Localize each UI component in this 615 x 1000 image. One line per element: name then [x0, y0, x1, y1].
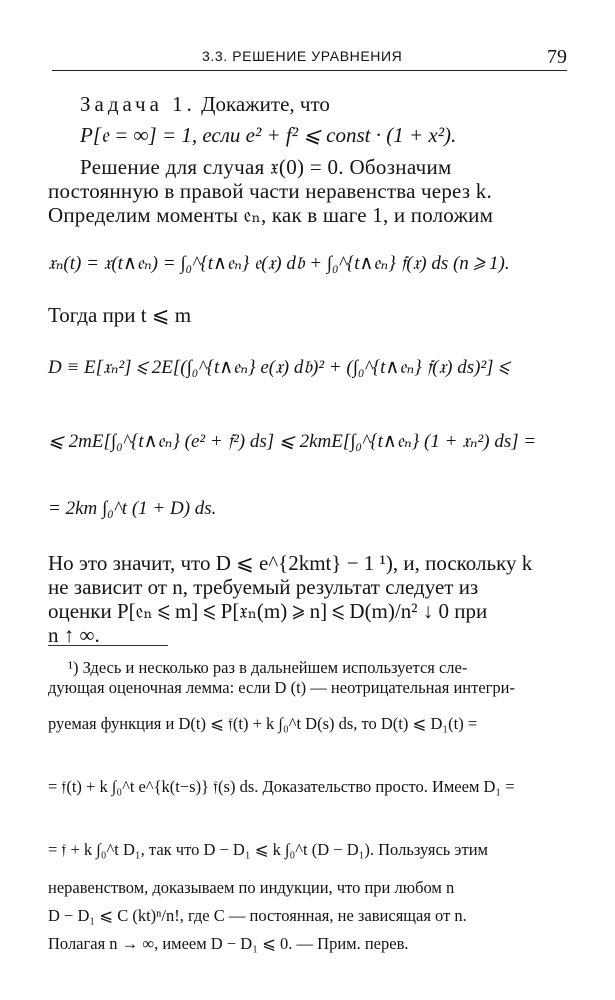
- then-line: Тогда при t ⩽ m: [48, 303, 192, 327]
- solution-line-2: постоянную в правой части неравенства через k.: [48, 179, 492, 203]
- footnote-line-4: = 𝔣(t) + k ∫₀^t e^{k(t−s)} 𝔣(s) ds. Доказательство просто. Имеем D₁ =: [48, 777, 515, 796]
- solution-line-1: Решение для случая 𝔵(0) = 0. Обозначим: [80, 155, 452, 179]
- task-text: Докажите, что: [201, 92, 330, 116]
- equation-xn: 𝔵ₙ(t) = 𝔵(t∧𝔢ₙ) = ∫₀^{t∧𝔢ₙ} 𝔢(𝔵) d𝔟 + ∫₀^{t∧𝔢ₙ} 𝔣(𝔵) ds (n ⩾ 1).: [48, 253, 510, 274]
- header-rule: [52, 70, 567, 71]
- task-formula: P[𝔢 = ∞] = 1, если e² + f² ⩽ const · (1 + x²).: [80, 123, 457, 147]
- footnote-line-8: Полагая n → ∞, имеем D − D₁ ⩽ 0. — Прим. перев.: [48, 934, 409, 953]
- conclusion-line-4: n ↑ ∞.: [48, 623, 100, 647]
- section-title: 3.3. РЕШЕНИЕ УРАВНЕНИЯ: [202, 48, 403, 64]
- footnote-line-5: = 𝔣 + k ∫₀^t D₁, так что D − D₁ ⩽ k ∫₀^t (D − D₁). Пользуясь этим: [48, 840, 488, 859]
- footnote-line-6: неравенством, доказываем по индукции, что при любом n: [48, 878, 455, 897]
- footnote-rule: [48, 645, 168, 646]
- conclusion-line-3: оценки P[𝔢ₙ ⩽ m] ⩽ P[𝔵ₙ(m) ⩾ n] ⩽ D(m)/n² ↓ 0 при: [48, 599, 488, 623]
- equation-d-cont: ⩽ 2mE[∫₀^{t∧𝔢ₙ} (e² + 𝔣²) ds] ⩽ 2kmE[∫₀^{t∧𝔢ₙ} (1 + 𝔵ₙ²) ds] =: [48, 431, 537, 452]
- conclusion-line-2: не зависит от n, требуемый результат следует из: [48, 575, 479, 599]
- solution-line-3: Определим моменты 𝔢ₙ, как в шаге 1, и положим: [48, 203, 494, 227]
- page-number: 79: [547, 46, 567, 68]
- footnote-line-7: D − D₁ ⩽ C (kt)ⁿ/n!, где C — постоянная, не зависящая от n.: [48, 906, 467, 925]
- footnote-line-3: руемая функция и D(t) ⩽ 𝔣(t) + k ∫₀^t D(s) ds, то D(t) ⩽ D₁(t) =: [48, 714, 478, 733]
- conclusion-line-1: Но это значит, что D ⩽ e^{2kmt} − 1 ¹), и, поскольку k: [48, 551, 533, 575]
- task-heading: [80, 92, 602, 116]
- footnote-line-1: ¹) Здесь и несколько раз в дальнейшем используется сле-: [68, 658, 468, 677]
- footnote-line-2: дующая оценочная лемма: если D (t) — неотрицательная интегри-: [48, 678, 516, 697]
- task-label: Задача 1.: [80, 92, 196, 116]
- equation-d: D ≡ E[𝔵ₙ²] ⩽ 2E[(∫₀^{t∧𝔢ₙ} e(𝔵) d𝔟)² + (∫₀^{t∧𝔢ₙ} 𝔣(𝔵) ds)²] ⩽: [48, 357, 510, 378]
- equation-d-final: = 2km ∫₀^t (1 + D) ds.: [48, 498, 217, 519]
- running-header: [52, 44, 567, 70]
